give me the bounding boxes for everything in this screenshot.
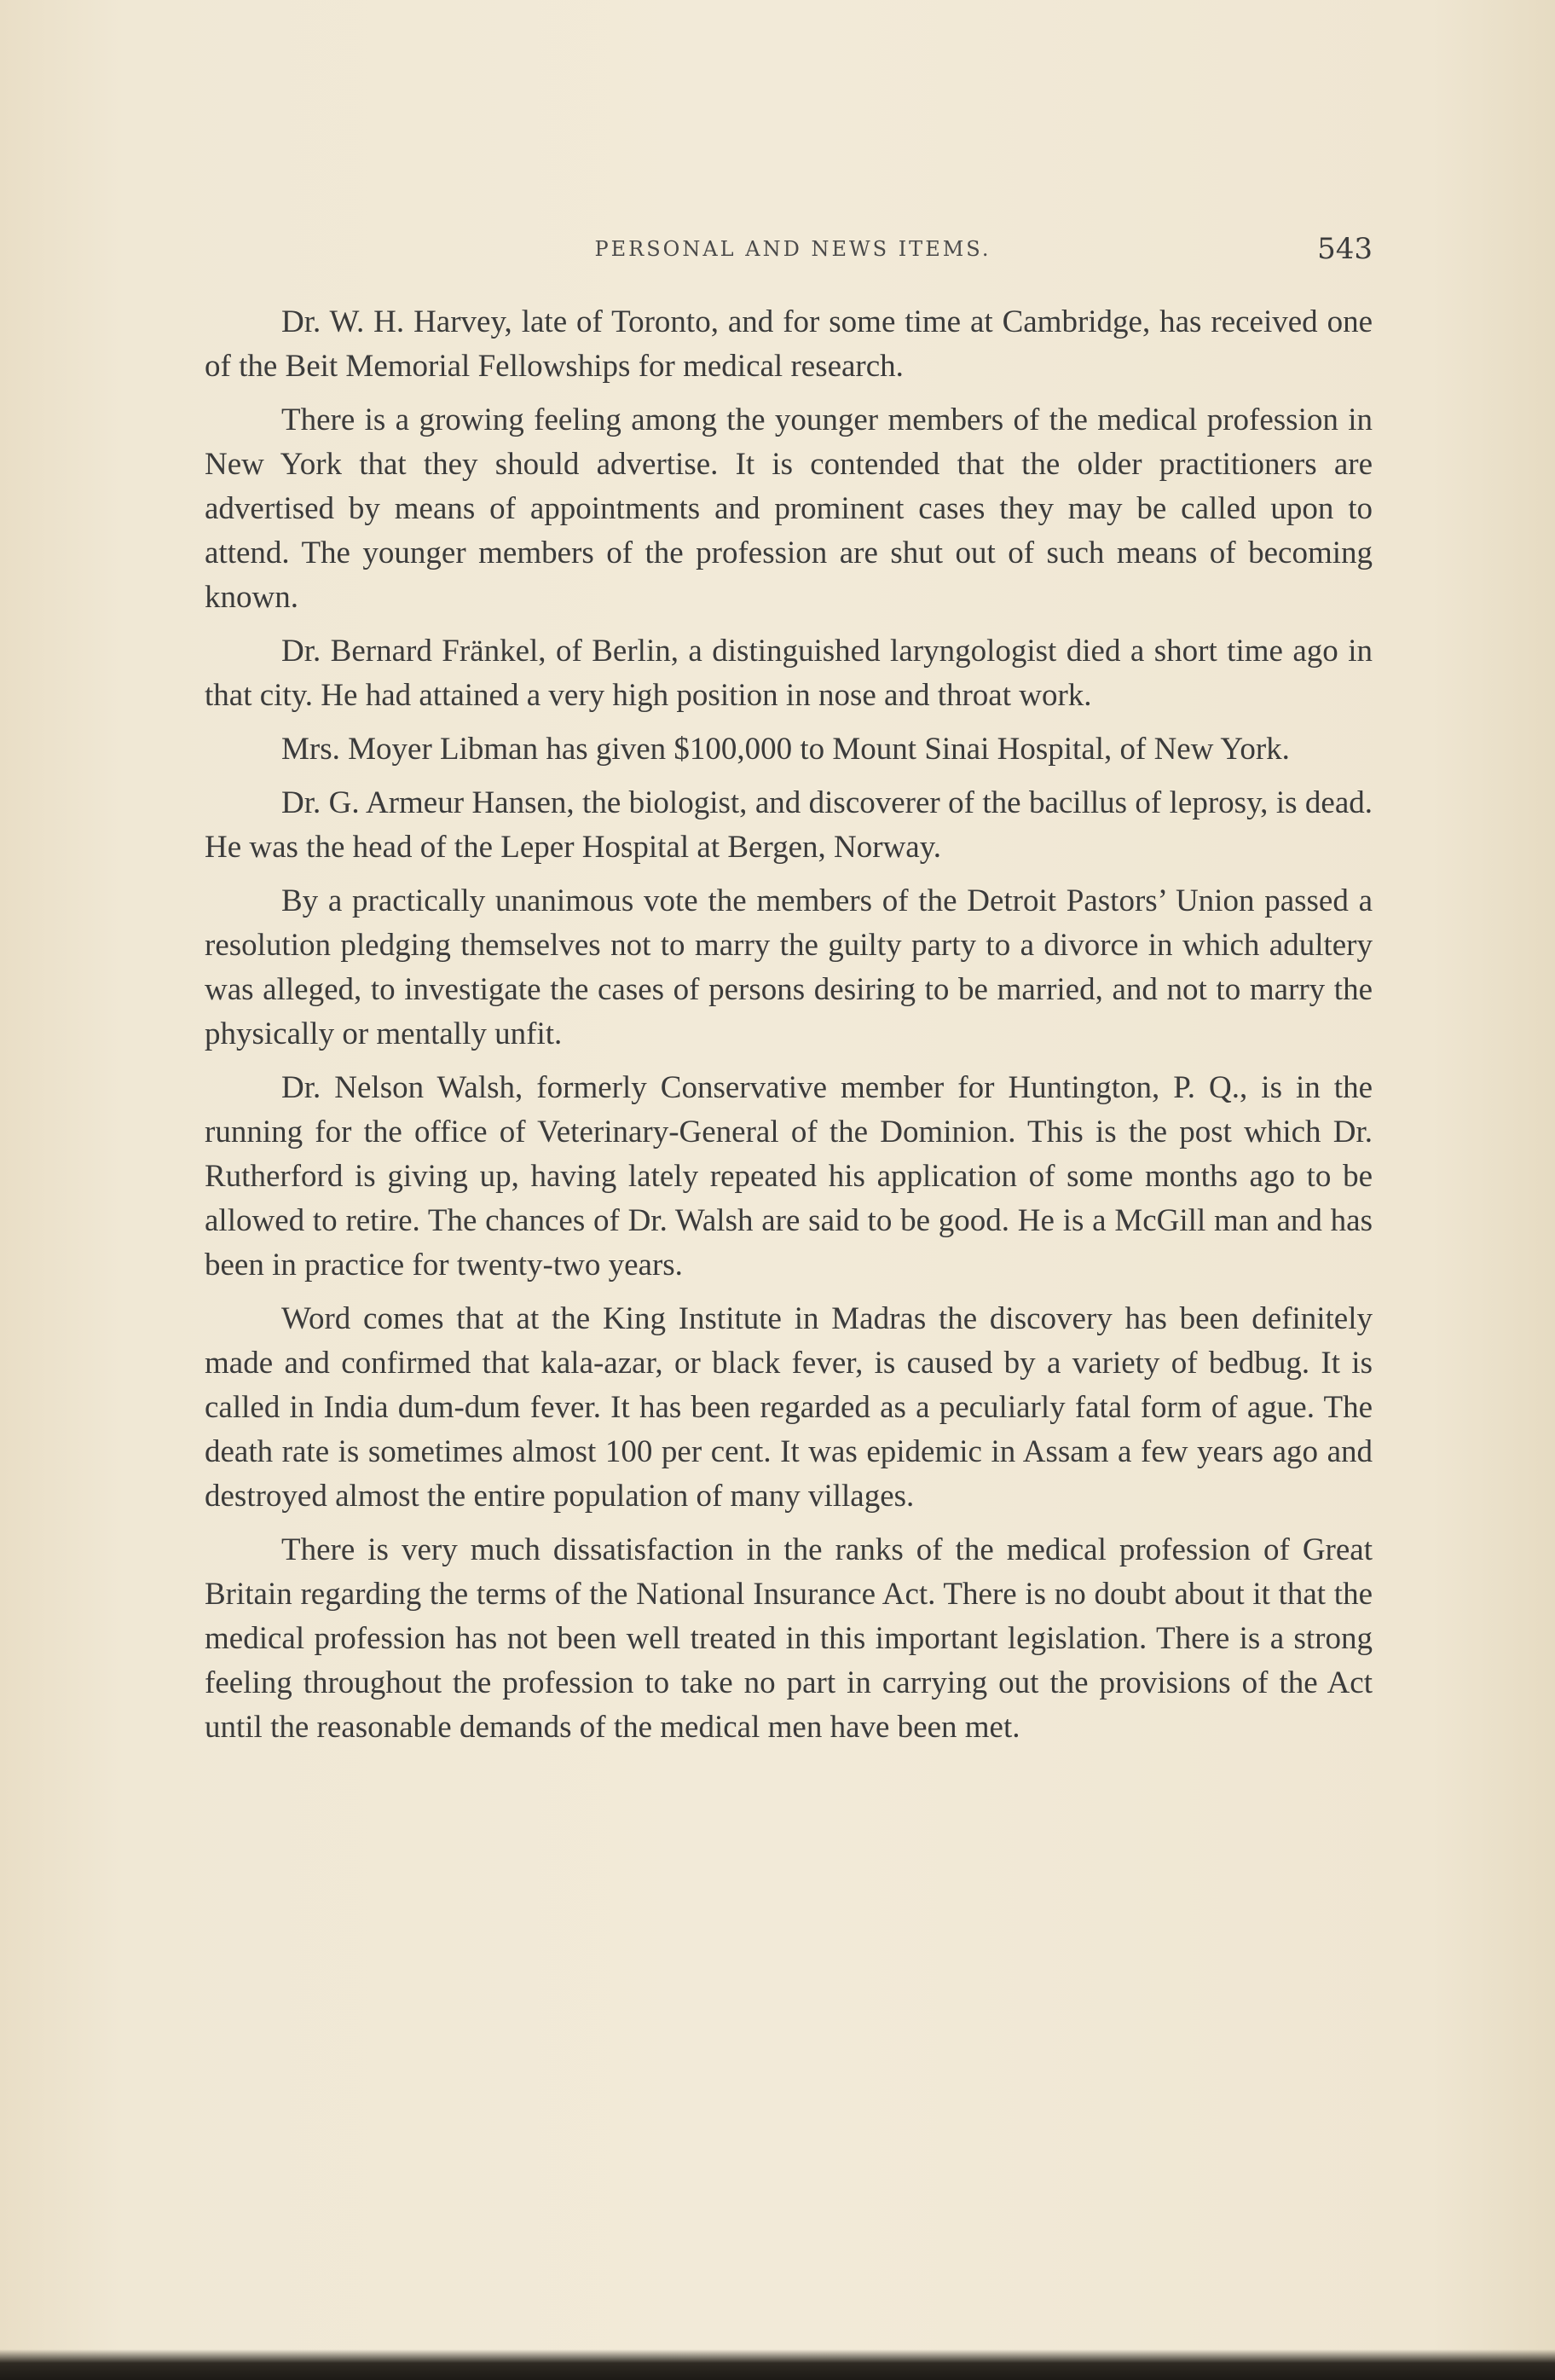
paragraph-frankel: Dr. Bernard Fränkel, of Berlin, a distinguished laryngologist died a short time ago in that city. He had attained a very high position in nose and throat work. <box>205 634 1373 713</box>
paragraph-national-insurance: There is very much dissatisfaction in the ranks of the medical profession of Great Britain regarding the terms of the National Insurance Act. There is no doubt about it that the medical profession has not been well treated in this important legislation. There is a strong feeling throughout the profession to take no part in carrying out the provisions of the Act until the reasonable demands of the medical men have been met. <box>205 1532 1373 1745</box>
paragraph-harvey: Dr. W. H. Harvey, late of Toronto, and for some time at Cambridge, has received one of the Beit Memorial Fellowships for medical research. <box>205 304 1373 384</box>
paragraph-hansen: Dr. G. Armeur Hansen, the biologist, and discoverer of the bacillus of leprosy, is dead. He was the head of the Leper Hospital at Bergen, Norway. <box>205 785 1373 865</box>
page-bottom-edge <box>0 2349 1555 2380</box>
running-title: PERSONAL AND NEWS ITEMS. <box>594 237 991 261</box>
paragraph-advertising: There is a growing feeling among the younger members of the medical profession in New York that they should advertise. It is contended that the older practitioners are advertised by means of appointments and prominent cases they may be called upon to attend. The younger members of the profession are shut out of such means of becoming known. <box>205 402 1373 615</box>
paragraph-kala-azar: Word comes that at the King Institute in Madras the discovery has been definitely made and confirmed that kala-azar, or black fever, is caused by a variety of bedbug. It is called in India dum-dum fever. It has been regarded as a peculiarly fatal form of ague. The death rate is sometimes almost 100 per cent. It was epidemic in Assam a few years ago and destroyed almost the entire population of many villages. <box>205 1301 1373 1514</box>
article-body <box>205 300 1373 1750</box>
paragraph-walsh: Dr. Nelson Walsh, formerly Conservative member for Huntington, P. Q., is in the running for the office of Veterinary-General of the Dominion. This is the post which Dr. Rutherford is giving up, having lately repeated his application of some months ago to be allowed to retire. The chances of Dr. Walsh are said to be good. He is a McGill man and has been in practice for twenty-two years. <box>205 1070 1373 1283</box>
running-head <box>205 232 1373 288</box>
paragraph-detroit-pastors: By a practically unanimous vote the members of the Detroit Pastors’ Union passed a resolution pledging themselves not to marry the guilty party to a divorce in which adultery was alleged, to investigate the cases of persons desiring to be married, and not to marry the physically or mentally unfit. <box>205 883 1373 1051</box>
page-number: 543 <box>1317 232 1373 266</box>
paragraph-libman: Mrs. Moyer Libman has given $100,000 to Mount Sinai Hospital, of New York. <box>281 732 1290 767</box>
